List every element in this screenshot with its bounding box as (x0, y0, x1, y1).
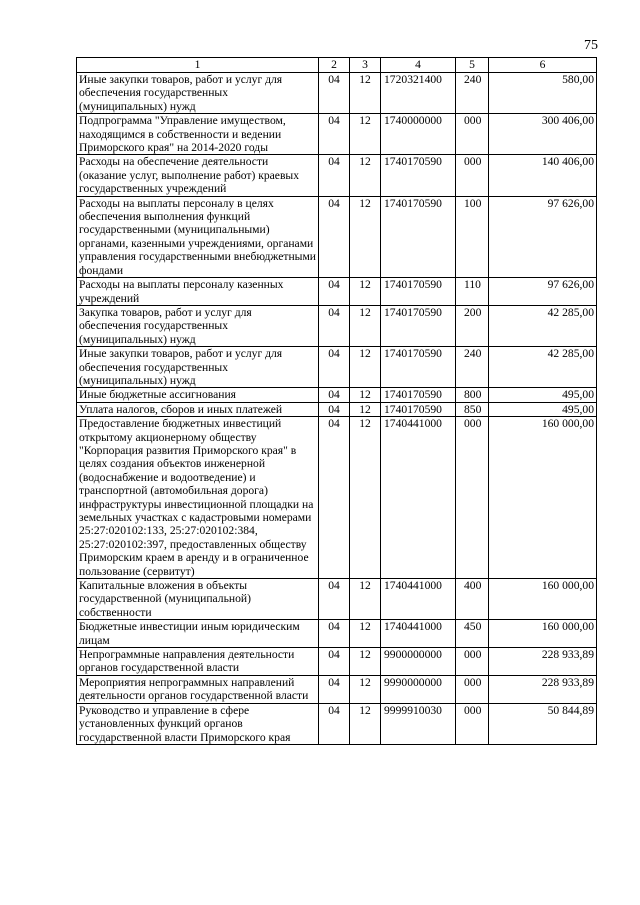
column-header-sum: 6 (489, 58, 597, 73)
table-row (77, 417, 597, 579)
row-section: 04 (319, 347, 350, 388)
row-name: Расходы на выплаты персоналу казенных учреждений (77, 278, 319, 306)
row-section: 04 (319, 305, 350, 346)
row-expense-type: 240 (456, 73, 489, 114)
row-target-article: 9999910030 (381, 703, 456, 744)
row-sum: 97 626,00 (489, 196, 597, 277)
row-expense-type: 850 (456, 402, 489, 416)
row-sum: 495,00 (489, 388, 597, 402)
row-name: Уплата налогов, сборов и иных платежей (77, 402, 319, 416)
row-subsection: 12 (350, 703, 381, 744)
row-name: Иные бюджетные ассигнования (77, 388, 319, 402)
row-name: Расходы на выплаты персоналу в целях обеспечения выполнения функций государственными (муниципальными) органами, казенными учреждениями, органами управления государственными внебюджетными фондами (77, 196, 319, 277)
row-section: 04 (319, 388, 350, 402)
table-row (77, 388, 597, 402)
row-expense-type: 100 (456, 196, 489, 277)
row-target-article: 1740170590 (381, 305, 456, 346)
row-expense-type: 200 (456, 305, 489, 346)
row-section: 04 (319, 648, 350, 676)
row-expense-type: 000 (456, 648, 489, 676)
row-target-article: 1740170590 (381, 347, 456, 388)
row-sum: 140 406,00 (489, 155, 597, 196)
table-row (77, 347, 597, 388)
row-subsection: 12 (350, 648, 381, 676)
row-target-article: 1740441000 (381, 417, 456, 579)
row-sum: 495,00 (489, 402, 597, 416)
row-sum: 580,00 (489, 73, 597, 114)
row-target-article: 9990000000 (381, 675, 456, 703)
row-name: Руководство и управление в сфере установленных функций органов государственной власти Приморского края (77, 703, 319, 744)
table-header-row (77, 58, 597, 73)
row-subsection: 12 (350, 347, 381, 388)
row-expense-type: 000 (456, 417, 489, 579)
row-sum: 160 000,00 (489, 417, 597, 579)
row-expense-type: 800 (456, 388, 489, 402)
row-expense-type: 000 (456, 703, 489, 744)
row-name: Иные закупки товаров, работ и услуг для обеспечения государственных (муниципальных) нужд (77, 73, 319, 114)
row-expense-type: 000 (456, 675, 489, 703)
table-row (77, 73, 597, 114)
column-header-subsection: 3 (350, 58, 381, 73)
row-name: Капитальные вложения в объекты государственной (муниципальной) собственности (77, 579, 319, 620)
row-sum: 97 626,00 (489, 278, 597, 306)
row-expense-type: 400 (456, 579, 489, 620)
row-sum: 228 933,89 (489, 675, 597, 703)
row-target-article: 1740170590 (381, 155, 456, 196)
row-expense-type: 240 (456, 347, 489, 388)
row-expense-type: 450 (456, 620, 489, 648)
row-target-article: 1740170590 (381, 278, 456, 306)
table-row (77, 196, 597, 277)
row-target-article: 1740170590 (381, 196, 456, 277)
row-sum: 42 285,00 (489, 305, 597, 346)
table-row (77, 278, 597, 306)
row-expense-type: 000 (456, 155, 489, 196)
row-target-article: 1720321400 (381, 73, 456, 114)
row-subsection: 12 (350, 196, 381, 277)
table-row (77, 675, 597, 703)
row-target-article: 1740170590 (381, 388, 456, 402)
row-target-article: 1740441000 (381, 620, 456, 648)
row-subsection: 12 (350, 388, 381, 402)
table-row (77, 579, 597, 620)
row-sum: 228 933,89 (489, 648, 597, 676)
row-subsection: 12 (350, 579, 381, 620)
row-section: 04 (319, 417, 350, 579)
row-expense-type: 000 (456, 114, 489, 155)
row-target-article: 1740000000 (381, 114, 456, 155)
table-row (77, 620, 597, 648)
row-subsection: 12 (350, 73, 381, 114)
row-name: Иные закупки товаров, работ и услуг для обеспечения государственных (муниципальных) нужд (77, 347, 319, 388)
row-section: 04 (319, 620, 350, 648)
row-section: 04 (319, 675, 350, 703)
row-section: 04 (319, 196, 350, 277)
row-name: Непрограммные направления деятельности органов государственной власти (77, 648, 319, 676)
column-header-target-article: 4 (381, 58, 456, 73)
row-expense-type: 110 (456, 278, 489, 306)
budget-table (76, 57, 597, 745)
row-target-article: 1740441000 (381, 579, 456, 620)
row-name: Предоставление бюджетных инвестиций открытому акционерному обществу "Корпорация развития Приморского края" в целях создания объектов инженерной (водоснабжение и водоотведение) и транспортной (автомобильная дорога) инфраструктуры инвестиционной площадки на земельных участках с кадастровыми номерами 25:27:020102:133, 25:27:020102:384, 25:27:020102:397, предоставленных обществу Приморским краем в аренду и в ограниченное пользование (сервитут) (77, 417, 319, 579)
row-section: 04 (319, 703, 350, 744)
row-sum: 50 844,89 (489, 703, 597, 744)
row-subsection: 12 (350, 417, 381, 579)
row-subsection: 12 (350, 278, 381, 306)
page-number: 75 (584, 38, 598, 53)
row-sum: 42 285,00 (489, 347, 597, 388)
row-subsection: 12 (350, 620, 381, 648)
row-section: 04 (319, 278, 350, 306)
row-name: Мероприятия непрограммных направлений деятельности органов государственной власти (77, 675, 319, 703)
row-section: 04 (319, 579, 350, 620)
row-name: Закупка товаров, работ и услуг для обеспечения государственных (муниципальных) нужд (77, 305, 319, 346)
row-subsection: 12 (350, 114, 381, 155)
table-row (77, 114, 597, 155)
row-target-article: 9900000000 (381, 648, 456, 676)
row-section: 04 (319, 73, 350, 114)
table-row (77, 648, 597, 676)
row-section: 04 (319, 155, 350, 196)
column-header-section: 2 (319, 58, 350, 73)
row-name: Подпрограмма "Управление имуществом, находящимся в собственности и ведении Приморского края" на 2014-2020 годы (77, 114, 319, 155)
row-sum: 160 000,00 (489, 620, 597, 648)
row-section: 04 (319, 114, 350, 155)
row-name: Бюджетные инвестиции иным юридическим лицам (77, 620, 319, 648)
row-sum: 160 000,00 (489, 579, 597, 620)
row-sum: 300 406,00 (489, 114, 597, 155)
column-header-expense-type: 5 (456, 58, 489, 73)
table-row (77, 402, 597, 416)
table-row (77, 305, 597, 346)
row-name: Расходы на обеспечение деятельности (оказание услуг, выполнение работ) краевых государственных учреждений (77, 155, 319, 196)
table-row (77, 155, 597, 196)
table-row (77, 703, 597, 744)
row-subsection: 12 (350, 675, 381, 703)
row-target-article: 1740170590 (381, 402, 456, 416)
row-subsection: 12 (350, 155, 381, 196)
row-subsection: 12 (350, 402, 381, 416)
column-header-name: 1 (77, 58, 319, 73)
row-subsection: 12 (350, 305, 381, 346)
row-section: 04 (319, 402, 350, 416)
